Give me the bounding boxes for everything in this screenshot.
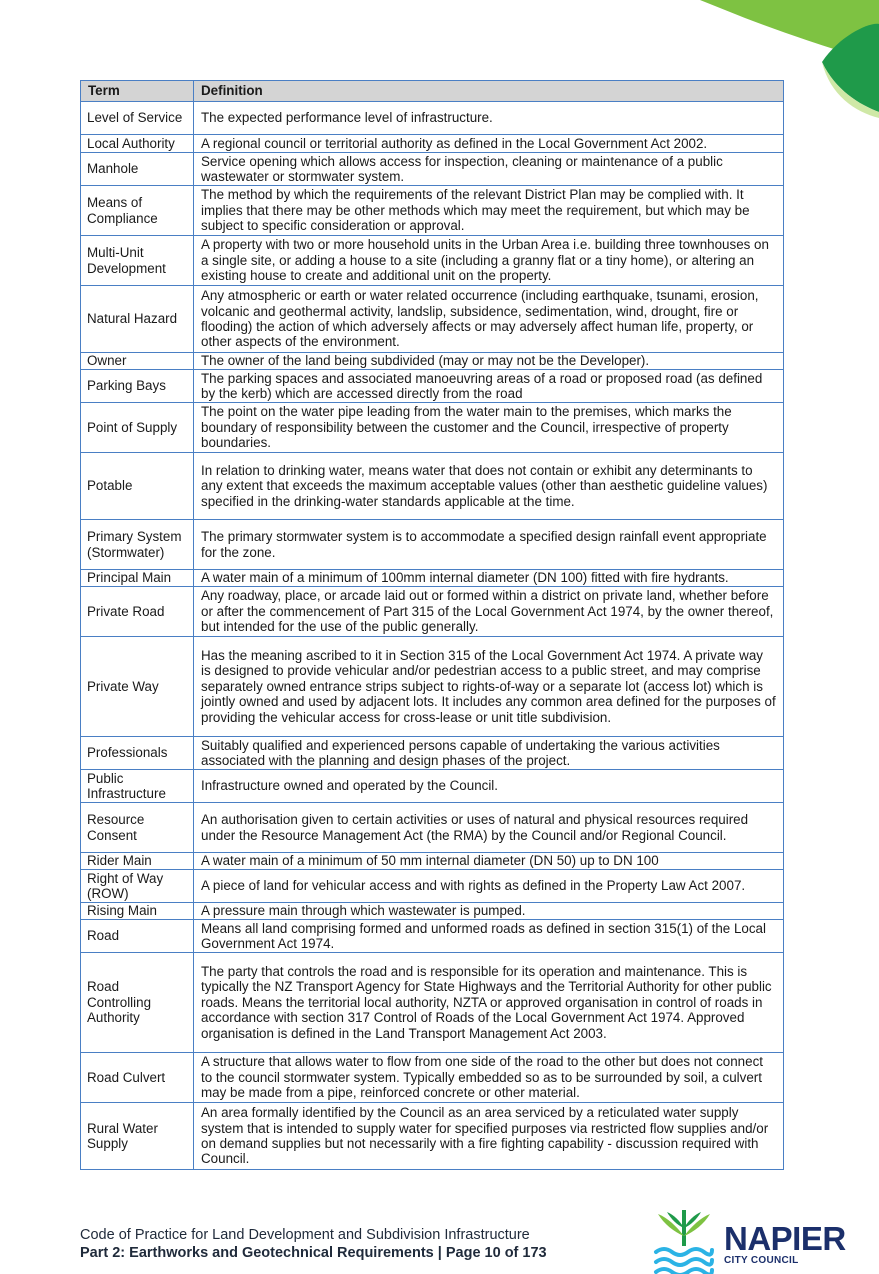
definition-cell: The point on the water pipe leading from the water main to the premises, which marks the boundary of responsibility between the customer and the Council, irrespective of property boundaries. — [194, 403, 784, 453]
table-row — [81, 737, 784, 770]
term-cell: Potable — [81, 453, 194, 520]
definition-cell: The owner of the land being subdivided (may or may not be the Developer). — [194, 353, 784, 370]
definition-cell: An authorisation given to certain activities or uses of natural and physical resources required under the Resource Management Act (the RMA) by the Council and/or Regional Council. — [194, 803, 784, 853]
definition-cell: A water main of a minimum of 100mm internal diameter (DN 100) fitted with fire hydrants. — [194, 570, 784, 587]
document-title: Code of Practice for Land Development and Subdivision Infrastructure — [80, 1227, 530, 1243]
logo-subtitle: CITY COUNCIL — [724, 1255, 799, 1266]
definition-column-header: Definition — [194, 81, 784, 102]
table-row — [81, 453, 784, 520]
table-row — [81, 403, 784, 453]
table-row — [81, 286, 784, 353]
term-cell: Road Culvert — [81, 1053, 194, 1103]
definition-cell: An area formally identified by the Council as an area serviced by a reticulated water supply system that is intended to supply water for specified purposes via restricted flow supplies and/or on demand supplies but not necessarily with a fire fighting capability - discussion required with Council. — [194, 1103, 784, 1170]
term-column-header: Term — [81, 81, 194, 102]
definition-cell: The party that controls the road and is responsible for its operation and maintenance. This is typically the NZ Transport Agency for State Highways and the Territorial Authority for other public roads. Means the territorial local authority, NZTA or approved organisation in control of roads in accordance with section 317 Control of Roads of the Local Government Act 1974. Approved organisation is defined in the Land Transport Management Act 2003. — [194, 953, 784, 1053]
term-cell: Private Way — [81, 637, 194, 737]
term-cell: Level of Service — [81, 102, 194, 135]
term-cell: Natural Hazard — [81, 286, 194, 353]
table-row — [81, 853, 784, 870]
definition-cell: In relation to drinking water, means water that does not contain or exhibit any determinants to any extent that exceeds the maximum acceptable values (other than aesthetic guideline values) specified in the drinking-water standards applicable at the time. — [194, 453, 784, 520]
definition-cell: A property with two or more household units in the Urban Area i.e. building three townhouses on a single site, or adding a house to a site (including a granny flat or a tiny home), or altering an existing house to create and additional unit on the property. — [194, 236, 784, 286]
definition-cell: Infrastructure owned and operated by the Council. — [194, 770, 784, 803]
term-cell: Resource Consent — [81, 803, 194, 853]
term-cell: Parking Bays — [81, 370, 194, 403]
table-header-row — [81, 81, 784, 102]
table-row — [81, 1053, 784, 1103]
table-row — [81, 153, 784, 186]
table-row — [81, 570, 784, 587]
definition-cell: The primary stormwater system is to accommodate a specified design rainfall event appropriate for the zone. — [194, 520, 784, 570]
definition-cell: A structure that allows water to flow from one side of the road to the other but does not connect to the council stormwater system. Typically embedded so as to be surrounded by soil, a culvert may be made from a pipe, reinforced concrete or other material. — [194, 1053, 784, 1103]
table-row — [81, 102, 784, 135]
definition-cell: A piece of land for vehicular access and with rights as defined in the Property Law Act 2007. — [194, 870, 784, 903]
definition-cell: Any atmospheric or earth or water related occurrence (including earthquake, tsunami, erosion, volcanic and geothermal activity, landslip, subsidence, sedimentation, wind, drought, fire or flooding) the action of which adversely affects or may adversely affect human life, property, or other aspects of the environment. — [194, 286, 784, 353]
definition-cell: Means all land comprising formed and unformed roads as defined in section 315(1) of the Local Government Act 1974. — [194, 920, 784, 953]
definition-cell: A water main of a minimum of 50 mm internal diameter (DN 50) up to DN 100 — [194, 853, 784, 870]
definition-cell: A regional council or territorial authority as defined in the Local Government Act 2002. — [194, 135, 784, 153]
term-cell: Public Infrastructure — [81, 770, 194, 803]
table-row — [81, 770, 784, 803]
table-row — [81, 135, 784, 153]
term-cell: Means of Compliance — [81, 186, 194, 236]
term-cell: Owner — [81, 353, 194, 370]
term-cell: Local Authority — [81, 135, 194, 153]
term-cell: Primary System (Stormwater) — [81, 520, 194, 570]
term-cell: Principal Main — [81, 570, 194, 587]
term-cell: Right of Way (ROW) — [81, 870, 194, 903]
table-row — [81, 903, 784, 920]
term-cell: Professionals — [81, 737, 194, 770]
logo-name: NAPIER — [724, 1220, 846, 1257]
table-row — [81, 587, 784, 637]
table-row — [81, 236, 784, 286]
term-cell: Rider Main — [81, 853, 194, 870]
definition-cell: Has the meaning ascribed to it in Section 315 of the Local Government Act 1974. A private way is designed to provide vehicular and/or pedestrian access to a public street, and may comprise separately owned entrance strips subject to rights-of-way or a separate lot (access lot) which is jointly owned and used by adjacent lots. It includes any common area defined for the purposes of providing the vehicular access for cross-lease or unit title subdivision. — [194, 637, 784, 737]
page-number-line: Part 2: Earthworks and Geotechnical Requirements | Page 10 of 173 — [80, 1245, 547, 1261]
table-row — [81, 1103, 784, 1170]
table-row — [81, 953, 784, 1053]
definition-cell: Service opening which allows access for inspection, cleaning or maintenance of a public wastewater or stormwater system. — [194, 153, 784, 186]
definition-cell: Suitably qualified and experienced persons capable of undertaking the various activities associated with the planning and design phases of the project. — [194, 737, 784, 770]
term-cell: Point of Supply — [81, 403, 194, 453]
glossary-table — [80, 80, 784, 1170]
definition-cell: The method by which the requirements of the relevant District Plan may be complied with. It implies that there may be other methods which may meet the requirement, but which may be subject to specific consideration or approval. — [194, 186, 784, 236]
definition-cell: The expected performance level of infrastructure. — [194, 102, 784, 135]
term-cell: Manhole — [81, 153, 194, 186]
table-row — [81, 370, 784, 403]
table-row — [81, 186, 784, 236]
term-cell: Rural Water Supply — [81, 1103, 194, 1170]
table-row — [81, 803, 784, 853]
table-row — [81, 637, 784, 737]
page-footer — [80, 1226, 547, 1262]
definition-cell: A pressure main through which wastewater is pumped. — [194, 903, 784, 920]
term-cell: Private Road — [81, 587, 194, 637]
table-row — [81, 353, 784, 370]
table-row — [81, 870, 784, 903]
definition-cell: Any roadway, place, or arcade laid out or formed within a district on private land, whether before or after the commencement of Part 315 of the Local Government Act 1974, by the owner thereof, but intended for the use of the public generally. — [194, 587, 784, 637]
term-cell: Rising Main — [81, 903, 194, 920]
definition-cell: The parking spaces and associated manoeuvring areas of a road or proposed road (as defined by the kerb) which are accessed directly from the road — [194, 370, 784, 403]
term-cell: Multi-Unit Development — [81, 236, 194, 286]
term-cell: Road — [81, 920, 194, 953]
napier-logo-wordmark — [724, 1222, 846, 1267]
table-row — [81, 920, 784, 953]
term-cell: Road Controlling Authority — [81, 953, 194, 1053]
table-row — [81, 520, 784, 570]
